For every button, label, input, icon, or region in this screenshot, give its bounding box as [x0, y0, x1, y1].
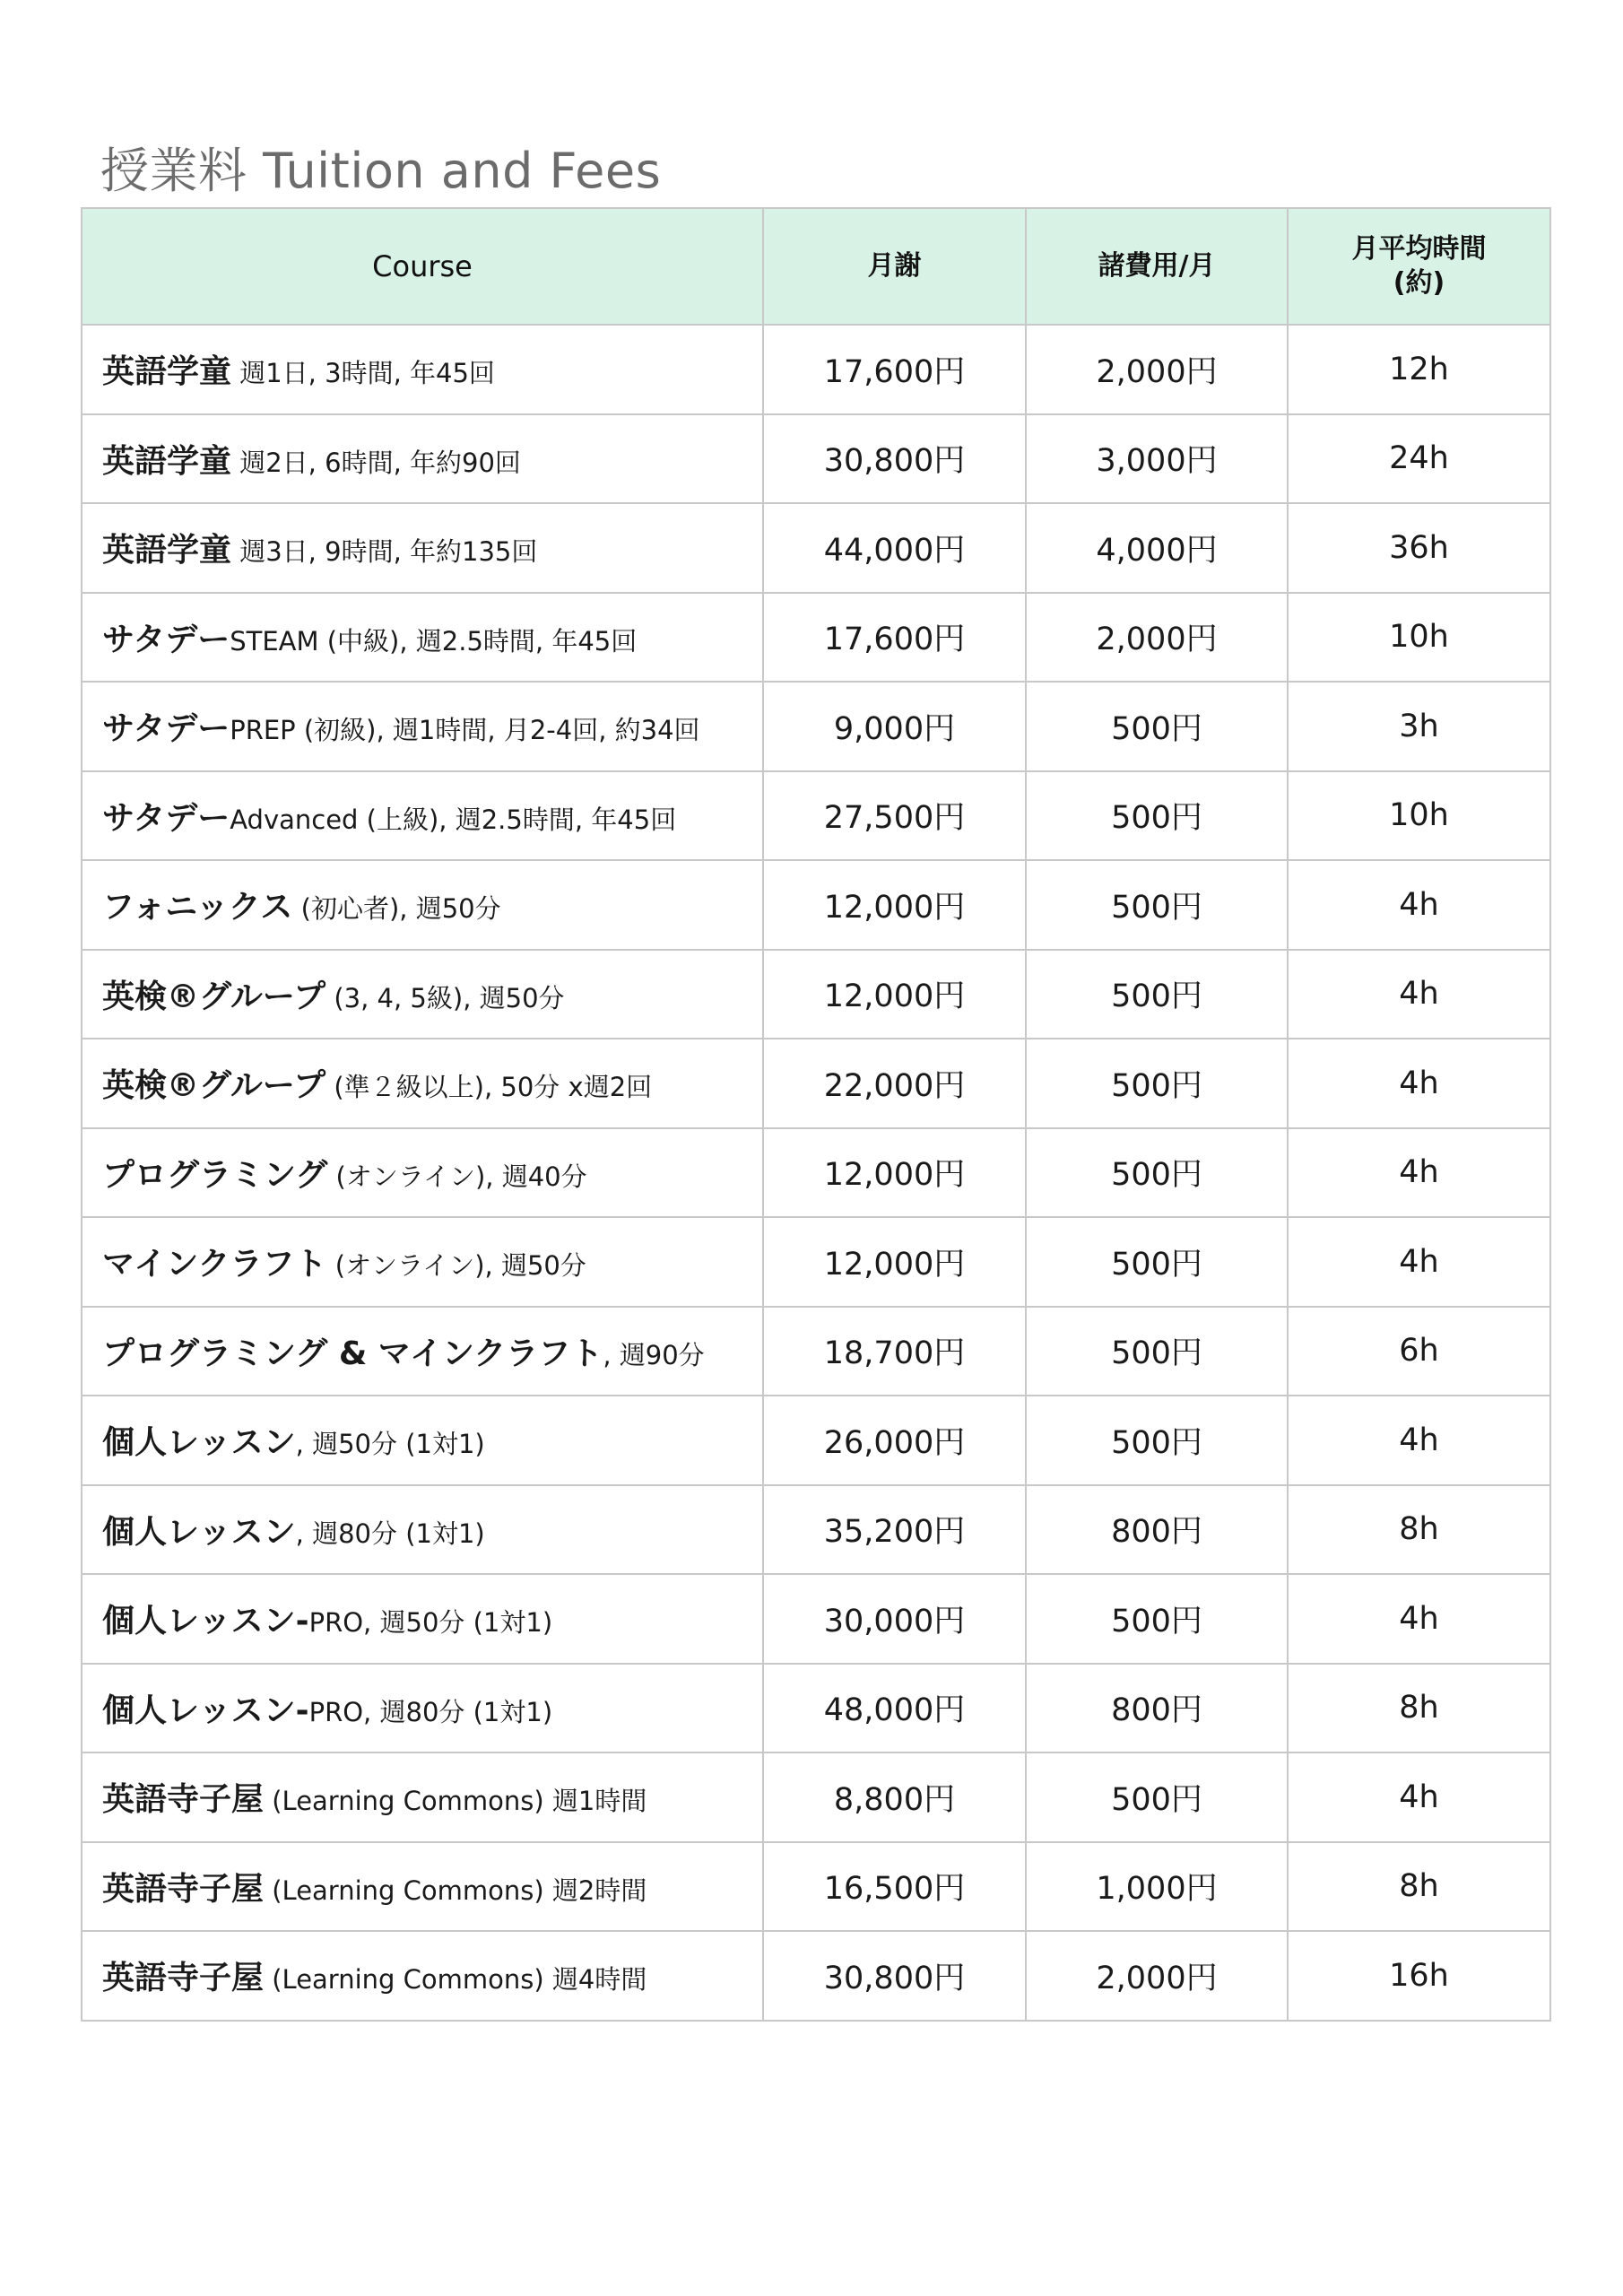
- course-cell: [82, 414, 763, 504]
- misc-fee-cell: 2,000円: [1026, 593, 1288, 683]
- misc-fee-cell: 500円: [1026, 1217, 1288, 1307]
- monthly-fee-cell: 17,600円: [763, 325, 1026, 414]
- course-detail: STEAM (中級), 週2.5時間, 年45回: [230, 625, 638, 657]
- avg-hours-cell: 6h: [1288, 1307, 1550, 1396]
- misc-fee-cell: 500円: [1026, 1039, 1288, 1128]
- monthly-fee-cell: 16,500円: [763, 1842, 1026, 1932]
- course-detail: 週3日, 9時間, 年約135回: [231, 536, 538, 568]
- monthly-fee-cell: 26,000円: [763, 1396, 1026, 1485]
- header-avg-hours: [1288, 208, 1550, 325]
- header-misc-fee: 諸費用/月: [1026, 208, 1288, 325]
- course-name: サタデー: [102, 621, 230, 658]
- table-row: [82, 1217, 1550, 1307]
- course-detail: (準２級以上), 50分 x週2回: [325, 1072, 653, 1103]
- course-name: 英検®グループ: [102, 978, 326, 1015]
- course-cell: [82, 1128, 763, 1218]
- monthly-fee-cell: 44,000円: [763, 503, 1026, 593]
- course-name: サタデー: [102, 799, 230, 837]
- table-row: [82, 1752, 1550, 1842]
- course-name: マインクラフト: [102, 1246, 327, 1283]
- misc-fee-cell: 800円: [1026, 1485, 1288, 1575]
- course-cell: [82, 593, 763, 683]
- misc-fee-cell: 1,000円: [1026, 1842, 1288, 1932]
- misc-fee-cell: 500円: [1026, 682, 1288, 771]
- monthly-fee-cell: 8,800円: [763, 1752, 1026, 1842]
- course-detail: , 週50分 (1対1): [295, 1429, 485, 1460]
- avg-hours-cell: 36h: [1288, 503, 1550, 593]
- table-row: [82, 860, 1550, 950]
- course-detail: (オンライン), 週50分: [326, 1250, 586, 1282]
- course-cell: [82, 503, 763, 593]
- course-cell: [82, 860, 763, 950]
- course-detail: PRO, 週50分 (1対1): [308, 1607, 553, 1639]
- misc-fee-cell: 500円: [1026, 1128, 1288, 1218]
- course-name: 個人レッスン-: [102, 1603, 309, 1640]
- course-name: 個人レッスン: [102, 1513, 296, 1551]
- course-name: プログラミング & マインクラフト: [102, 1335, 603, 1372]
- course-cell: [82, 1307, 763, 1396]
- course-cell: [82, 1752, 763, 1842]
- table-row: [82, 503, 1550, 593]
- table-row: [82, 950, 1550, 1039]
- course-detail: PRO, 週80分 (1対1): [308, 1696, 553, 1727]
- monthly-fee-cell: 30,000円: [763, 1574, 1026, 1664]
- course-detail: PREP (初級), 週1時間, 月2-4回, 約34回: [230, 715, 700, 746]
- course-name: フォニックス: [102, 889, 293, 926]
- course-detail: Advanced (上級), 週2.5時間, 年45回: [230, 804, 677, 835]
- avg-hours-cell: 10h: [1288, 771, 1550, 861]
- course-detail: 週2日, 6時間, 年約90回: [231, 447, 521, 478]
- course-cell: [82, 950, 763, 1039]
- misc-fee-cell: 500円: [1026, 1752, 1288, 1842]
- course-cell: [82, 1039, 763, 1128]
- avg-hours-cell: 4h: [1288, 1039, 1550, 1128]
- avg-hours-cell: 10h: [1288, 593, 1550, 683]
- table-row: [82, 593, 1550, 683]
- course-detail: (Learning Commons) 週1時間: [264, 1786, 647, 1817]
- course-cell: [82, 1485, 763, 1575]
- table-row: [82, 1664, 1550, 1753]
- table-body: [82, 325, 1550, 2021]
- course-name: 英語学童: [102, 442, 232, 480]
- course-name: 英検®グループ: [102, 1067, 326, 1105]
- course-cell: [82, 1664, 763, 1753]
- table-header-row: [82, 208, 1550, 325]
- misc-fee-cell: 500円: [1026, 771, 1288, 861]
- misc-fee-cell: 500円: [1026, 950, 1288, 1039]
- course-cell: [82, 771, 763, 861]
- course-name: 英語寺子屋: [102, 1960, 265, 1997]
- table-row: [82, 325, 1550, 414]
- monthly-fee-cell: 12,000円: [763, 860, 1026, 950]
- page-title: 授業料 Tuition and Fees: [100, 143, 662, 200]
- avg-hours-cell: 3h: [1288, 682, 1550, 771]
- course-name: サタデー: [102, 710, 230, 748]
- course-name: 英語学童: [102, 353, 232, 391]
- misc-fee-cell: 500円: [1026, 1307, 1288, 1396]
- monthly-fee-cell: 18,700円: [763, 1307, 1026, 1396]
- table-row: [82, 414, 1550, 504]
- header-course: Course: [82, 208, 763, 325]
- course-cell: [82, 1574, 763, 1664]
- avg-hours-cell: 24h: [1288, 414, 1550, 504]
- misc-fee-cell: 2,000円: [1026, 325, 1288, 414]
- course-detail: (3, 4, 5級), 週50分: [325, 982, 565, 1013]
- course-detail: 週1日, 3時間, 年45回: [231, 358, 495, 389]
- avg-hours-cell: 8h: [1288, 1485, 1550, 1575]
- course-cell: [82, 1931, 763, 2021]
- course-cell: [82, 682, 763, 771]
- monthly-fee-cell: 48,000円: [763, 1664, 1026, 1753]
- avg-hours-cell: 4h: [1288, 1396, 1550, 1485]
- misc-fee-cell: 500円: [1026, 1574, 1288, 1664]
- table-row: [82, 1128, 1550, 1218]
- course-name: 英語寺子屋: [102, 1870, 265, 1908]
- tuition-table: [81, 207, 1551, 2022]
- table-row: [82, 1307, 1550, 1396]
- course-detail: , 週90分: [603, 1339, 705, 1370]
- table-row: [82, 1485, 1550, 1575]
- course-cell: [82, 1396, 763, 1485]
- avg-hours-cell: 4h: [1288, 950, 1550, 1039]
- monthly-fee-cell: 35,200円: [763, 1485, 1026, 1575]
- avg-hours-cell: 4h: [1288, 1574, 1550, 1664]
- course-name: プログラミング: [102, 1156, 328, 1194]
- course-detail: (初心者), 週50分: [292, 893, 501, 925]
- course-cell: [82, 1217, 763, 1307]
- monthly-fee-cell: 12,000円: [763, 1128, 1026, 1218]
- monthly-fee-cell: 12,000円: [763, 950, 1026, 1039]
- table-row: [82, 1842, 1550, 1932]
- monthly-fee-cell: 9,000円: [763, 682, 1026, 771]
- avg-hours-cell: 4h: [1288, 1128, 1550, 1218]
- course-cell: [82, 1842, 763, 1932]
- course-name: 個人レッスン: [102, 1424, 296, 1462]
- avg-hours-cell: 12h: [1288, 325, 1550, 414]
- course-cell: [82, 325, 763, 414]
- misc-fee-cell: 2,000円: [1026, 1931, 1288, 2021]
- monthly-fee-cell: 27,500円: [763, 771, 1026, 861]
- avg-hours-cell: 4h: [1288, 1217, 1550, 1307]
- course-detail: (Learning Commons) 週2時間: [264, 1874, 647, 1906]
- misc-fee-cell: 800円: [1026, 1664, 1288, 1753]
- table-row: [82, 1396, 1550, 1485]
- avg-hours-cell: 8h: [1288, 1842, 1550, 1932]
- header-avg-hours-line1: 月平均時間: [1351, 233, 1487, 265]
- misc-fee-cell: 500円: [1026, 1396, 1288, 1485]
- header-avg-hours-line2: (約): [1393, 267, 1445, 299]
- table-row: [82, 771, 1550, 861]
- monthly-fee-cell: 30,800円: [763, 1931, 1026, 2021]
- table-row: [82, 1574, 1550, 1664]
- header-monthly-fee: 月謝: [763, 208, 1026, 325]
- misc-fee-cell: 500円: [1026, 860, 1288, 950]
- avg-hours-cell: 8h: [1288, 1664, 1550, 1753]
- misc-fee-cell: 4,000円: [1026, 503, 1288, 593]
- table-row: [82, 1039, 1550, 1128]
- table-row: [82, 1931, 1550, 2021]
- monthly-fee-cell: 22,000円: [763, 1039, 1026, 1128]
- monthly-fee-cell: 30,800円: [763, 414, 1026, 504]
- course-name: 個人レッスン-: [102, 1692, 309, 1729]
- table-row: [82, 682, 1550, 771]
- course-detail: , 週80分 (1対1): [295, 1518, 485, 1549]
- course-detail: (オンライン), 週40分: [327, 1161, 587, 1192]
- avg-hours-cell: 4h: [1288, 1752, 1550, 1842]
- misc-fee-cell: 3,000円: [1026, 414, 1288, 504]
- course-detail: (Learning Commons) 週4時間: [264, 1964, 647, 1996]
- monthly-fee-cell: 17,600円: [763, 593, 1026, 683]
- avg-hours-cell: 4h: [1288, 860, 1550, 950]
- avg-hours-cell: 16h: [1288, 1931, 1550, 2021]
- course-name: 英語学童: [102, 532, 232, 570]
- monthly-fee-cell: 12,000円: [763, 1217, 1026, 1307]
- course-name: 英語寺子屋: [102, 1781, 265, 1819]
